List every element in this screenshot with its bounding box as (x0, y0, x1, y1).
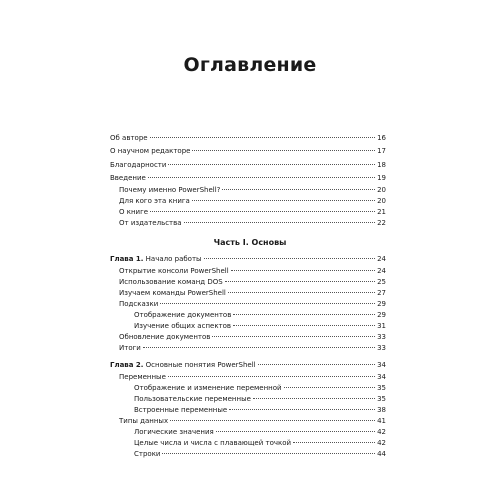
toc-entry-summary[interactable] (119, 344, 386, 353)
toc-entry-introduction[interactable] (110, 174, 386, 183)
toc-entry-label: Целые числа и числа с плавающей точкой (134, 439, 292, 447)
toc-entry-label: Изучение общих аспектов (134, 322, 232, 330)
toc-entry-page: 29 (377, 311, 386, 319)
toc-entry-label: Подсказки (119, 300, 159, 308)
toc-entry-page: 34 (377, 373, 386, 381)
toc-entry-page: 20 (377, 186, 386, 194)
toc-entry-page: 22 (377, 219, 386, 227)
part-heading: Часть I. Основы (213, 238, 287, 247)
toc-entry-update-docs[interactable] (119, 333, 386, 342)
toc-entry-page: 35 (377, 395, 386, 403)
toc-entry-label: Обновление документов (119, 333, 211, 341)
toc-entry-label: Открытие консоли PowerShell (119, 267, 229, 275)
toc-entry-label: Встроенные переменные (134, 406, 228, 414)
toc-entry-label: Об авторе (110, 134, 148, 142)
toc-entry-about-editor[interactable] (110, 147, 386, 156)
toc-entry-page: 35 (377, 384, 386, 392)
toc-entry-label: Типы данных (119, 417, 169, 425)
toc-entry-label: Отображение и изменение переменной (134, 384, 282, 392)
toc-entry-audience[interactable] (119, 197, 386, 206)
chapter-title: Начало работы (145, 255, 202, 263)
toc-entry-page: 21 (377, 208, 386, 216)
toc-entry-page: 41 (377, 417, 386, 425)
toc-entry-page: 27 (377, 289, 386, 297)
toc-entry-page: 24 (377, 267, 386, 275)
toc-entry-page: 42 (377, 428, 386, 436)
toc-entry-page: 24 (377, 255, 386, 263)
toc-entry-label: Пользовательские переменные (134, 395, 251, 403)
leader-dots (231, 270, 375, 271)
toc-entry-page: 16 (377, 134, 386, 142)
toc-entry-label (110, 255, 202, 264)
page-title: Оглавление (183, 54, 317, 76)
leader-dots (229, 409, 375, 410)
leader-dots (222, 189, 375, 190)
toc-entry-label (110, 361, 256, 370)
toc-entry-label: Введение (110, 174, 146, 182)
toc-entry-page: 17 (377, 147, 386, 155)
toc-entry-acknowledgements[interactable] (110, 161, 386, 170)
toc-entry-page: 29 (377, 300, 386, 308)
toc-entry-numbers[interactable] (134, 439, 386, 448)
toc-entry-general-aspects[interactable] (134, 322, 386, 331)
toc-entry-page: 33 (377, 344, 386, 352)
leader-dots (148, 177, 375, 178)
toc-entry-chapter-2[interactable] (110, 361, 386, 370)
toc-entry-chapter-1[interactable] (110, 255, 386, 264)
toc-entry-from-publisher[interactable] (119, 219, 386, 228)
toc-entry-why-powershell[interactable] (119, 186, 386, 195)
toc-entry-label: Почему именно PowerShell? (119, 186, 221, 194)
toc-entry-about-book[interactable] (119, 208, 386, 217)
toc-entry-display-variable[interactable] (134, 384, 386, 393)
toc-entry-label: Отображение документов (134, 311, 232, 319)
toc-entry-label: Строки (134, 450, 161, 458)
leader-dots (212, 336, 375, 337)
toc-entry-page: 34 (377, 361, 386, 369)
toc-entry-page: 31 (377, 322, 386, 330)
toc-entry-strings[interactable] (134, 450, 386, 459)
toc-entry-page: 18 (377, 161, 386, 169)
leader-dots (168, 376, 375, 377)
leader-dots (168, 164, 375, 165)
toc-entry-user-variables[interactable] (134, 395, 386, 404)
toc-entry-label: О книге (119, 208, 149, 216)
toc-entry-page: 42 (377, 439, 386, 447)
toc-entry-help[interactable] (119, 300, 386, 309)
toc-entry-dos-commands[interactable] (119, 278, 386, 287)
leader-dots (192, 150, 375, 151)
leader-dots (225, 281, 375, 282)
toc-entry-data-types[interactable] (119, 417, 386, 426)
chapter-title: Основные понятия PowerShell (145, 361, 256, 369)
toc-entry-ps-commands[interactable] (119, 289, 386, 298)
leader-dots (192, 200, 375, 201)
toc-entry-label: Логические значения (134, 428, 214, 436)
chapter-number: Глава 1. (110, 255, 144, 263)
toc-entry-label: Изучаем команды PowerShell (119, 289, 226, 297)
toc-entry-label: Использование команд DOS (119, 278, 223, 286)
toc-entry-page: 44 (377, 450, 386, 458)
leader-dots (233, 325, 375, 326)
leader-dots (143, 347, 375, 348)
leader-dots (228, 292, 375, 293)
leader-dots (204, 258, 376, 259)
toc-entry-open-console[interactable] (119, 267, 386, 276)
toc-entry-page: 33 (377, 333, 386, 341)
toc-entry-booleans[interactable] (134, 428, 386, 437)
leader-dots (162, 453, 375, 454)
leader-dots (258, 364, 375, 365)
toc-entry-page: 19 (377, 174, 386, 182)
toc-entry-page: 20 (377, 197, 386, 205)
leader-dots (216, 431, 375, 432)
toc-entry-label: Итоги (119, 344, 141, 352)
toc-entry-variables[interactable] (119, 373, 386, 382)
toc-entry-label: От издательства (119, 219, 182, 227)
leader-dots (284, 387, 376, 388)
leader-dots (293, 442, 375, 443)
toc-entry-label: Переменные (119, 373, 166, 381)
leader-dots (233, 314, 375, 315)
toc-entry-page: 38 (377, 406, 386, 414)
toc-entry-page: 25 (377, 278, 386, 286)
leader-dots (150, 137, 376, 138)
chapter-number: Глава 2. (110, 361, 144, 369)
leader-dots (184, 222, 376, 223)
toc-entry-label: Благодарности (110, 161, 167, 169)
leader-dots (253, 398, 375, 399)
toc-entry-about-author[interactable] (110, 134, 386, 143)
leader-dots (170, 420, 375, 421)
toc-entry-display-docs[interactable] (134, 311, 386, 320)
leader-dots (150, 211, 375, 212)
toc-entry-label: О научном редакторе (110, 147, 191, 155)
toc-entry-builtin-variables[interactable] (134, 406, 386, 415)
toc-entry-label: Для кого эта книга (119, 197, 190, 205)
leader-dots (160, 303, 375, 304)
